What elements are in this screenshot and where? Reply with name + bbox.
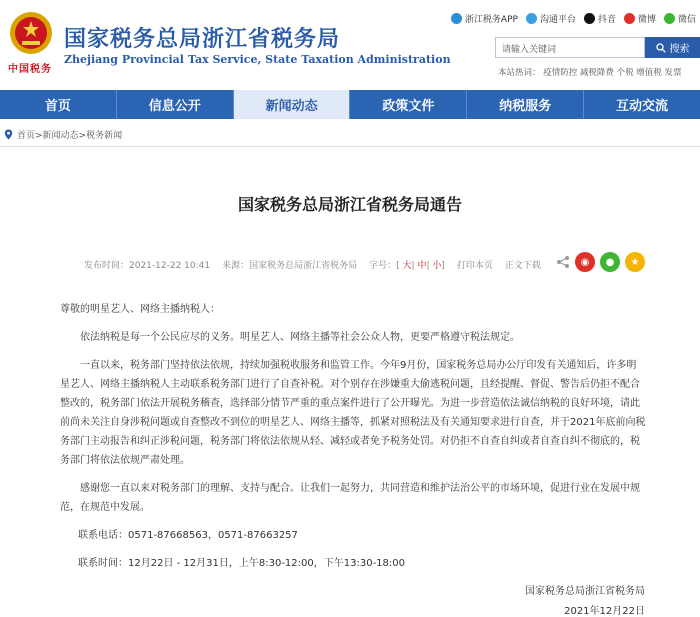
font-size-large[interactable]: 大	[402, 261, 412, 271]
weibo-share-icon[interactable]: ◉	[575, 252, 595, 272]
breadcrumb	[4, 128, 122, 141]
nav-item-info[interactable]: 信息公开	[117, 90, 234, 119]
article-source: 来源：国家税务总局浙江省税务局	[222, 261, 358, 271]
main-nav	[0, 90, 700, 119]
paragraph: 一直以来，税务部门坚持依法依规，持续加强税收服务和监管工作。今年9月份，国家税务总局办公厅印发有关通知后，许多明星艺人、网络主播纳税人主动联系税务部门进行了自查补税。对个别存在涉嫌重大偷逃税问题，且经提醒、督促、警告后仍拒不配合整改的，税务部门依法开展税务稽查，选择部分情节严重的重点案件进行了公开曝光。为进一步营造依法诚信纳税的良好环境，请此前尚未关注自身涉税问题或自查整改不到位的明星艺人、网络主播等，抓紧对照税法及有关通知要求进行自查，并于2021年底前向税务部门主动报告和纠正涉税问题，税务部门将依法依规从轻、减轻或者免予税务处罚。对仍拒不自查自纠或者自查自纠不彻底的，税务部门将依法依规严肃处理。	[60, 360, 646, 466]
nav-item-interaction[interactable]: 互动交流	[616, 99, 669, 114]
nav-item-news[interactable]: 新闻动态	[234, 90, 351, 119]
logo-text: 中国税务	[8, 64, 52, 75]
article-body	[60, 300, 646, 582]
signature-org: 国家税务总局浙江省税务局	[525, 586, 645, 597]
location-pin-icon	[4, 129, 13, 140]
salutation: 尊敬的明星艺人、网络主播纳税人：	[60, 304, 220, 315]
article-meta	[84, 258, 541, 271]
top-link-weibo[interactable]: 微博	[624, 12, 656, 25]
share-bar	[556, 252, 645, 272]
site-header	[0, 0, 700, 88]
article-title: 国家税务总局浙江省税务局通告	[237, 195, 462, 214]
top-links	[451, 12, 696, 25]
search-icon	[656, 43, 666, 53]
search-input[interactable]: 请输入关键词	[495, 37, 645, 58]
font-size-small[interactable]: 小	[432, 261, 442, 271]
download-link[interactable]: 正文下载	[504, 261, 541, 271]
wechat-share-icon[interactable]: ●	[600, 252, 620, 272]
nav-item-home[interactable]: 首页	[0, 90, 117, 119]
publish-time: 发布时间：2021-12-22 10:41	[84, 261, 211, 271]
top-link-app[interactable]: 浙江税务APP	[451, 12, 518, 25]
font-size-medium[interactable]: 中	[417, 261, 427, 271]
national-emblem-icon[interactable]	[8, 10, 54, 56]
font-size-switcher: 字号：[ 大| 中| 小]	[369, 261, 445, 271]
site-title-english: Zhejiang Provincial Tax Service, State Taxation Administration	[64, 53, 451, 66]
site-title[interactable]: 国家税务总局浙江省税务局	[64, 27, 341, 52]
print-link[interactable]: 打印本页	[456, 261, 493, 271]
douyin-icon	[584, 13, 595, 24]
nav-item-policy[interactable]: 政策文件	[350, 90, 467, 119]
hot-words[interactable]: 本站热词： 疫情防控 减税降费 个税 增值税 发票	[498, 68, 682, 78]
top-link-douyin[interactable]: 抖音	[584, 12, 616, 25]
qzone-share-icon[interactable]: ★	[625, 252, 645, 272]
top-link-platform[interactable]: 沟通平台	[526, 12, 576, 25]
nav-item-service[interactable]: 纳税服务	[467, 90, 584, 119]
signature-date: 2021年12月22日	[564, 606, 645, 617]
app-icon	[451, 13, 462, 24]
top-link-wechat[interactable]: 微信	[664, 12, 696, 25]
paragraph: 感谢您一直以来对税务部门的理解、支持与配合。让我们一起努力，共同营造和维护法治公平的市场环境，促进行业在发展中规范，在规范中发展。	[60, 483, 640, 513]
share-icon[interactable]	[556, 255, 570, 269]
wechat-icon	[664, 13, 675, 24]
weibo-icon	[624, 13, 635, 24]
contact-phone: 联系电话：0571-87668563，0571-87663257	[78, 530, 298, 541]
cloud-icon	[526, 13, 537, 24]
breadcrumb-path[interactable]: 首页>新闻动态>税务新闻	[17, 131, 123, 141]
search-button[interactable]: 搜索	[645, 37, 700, 58]
contact-hours: 联系时间：12月22日 - 12月31日，上午8:30-12:00，下午13:30-18:00	[78, 558, 405, 569]
divider	[0, 146, 700, 147]
paragraph: 依法纳税是每一个公民应尽的义务。明星艺人、网络主播等社会公众人物，更要严格遵守税法规定。	[80, 332, 520, 343]
